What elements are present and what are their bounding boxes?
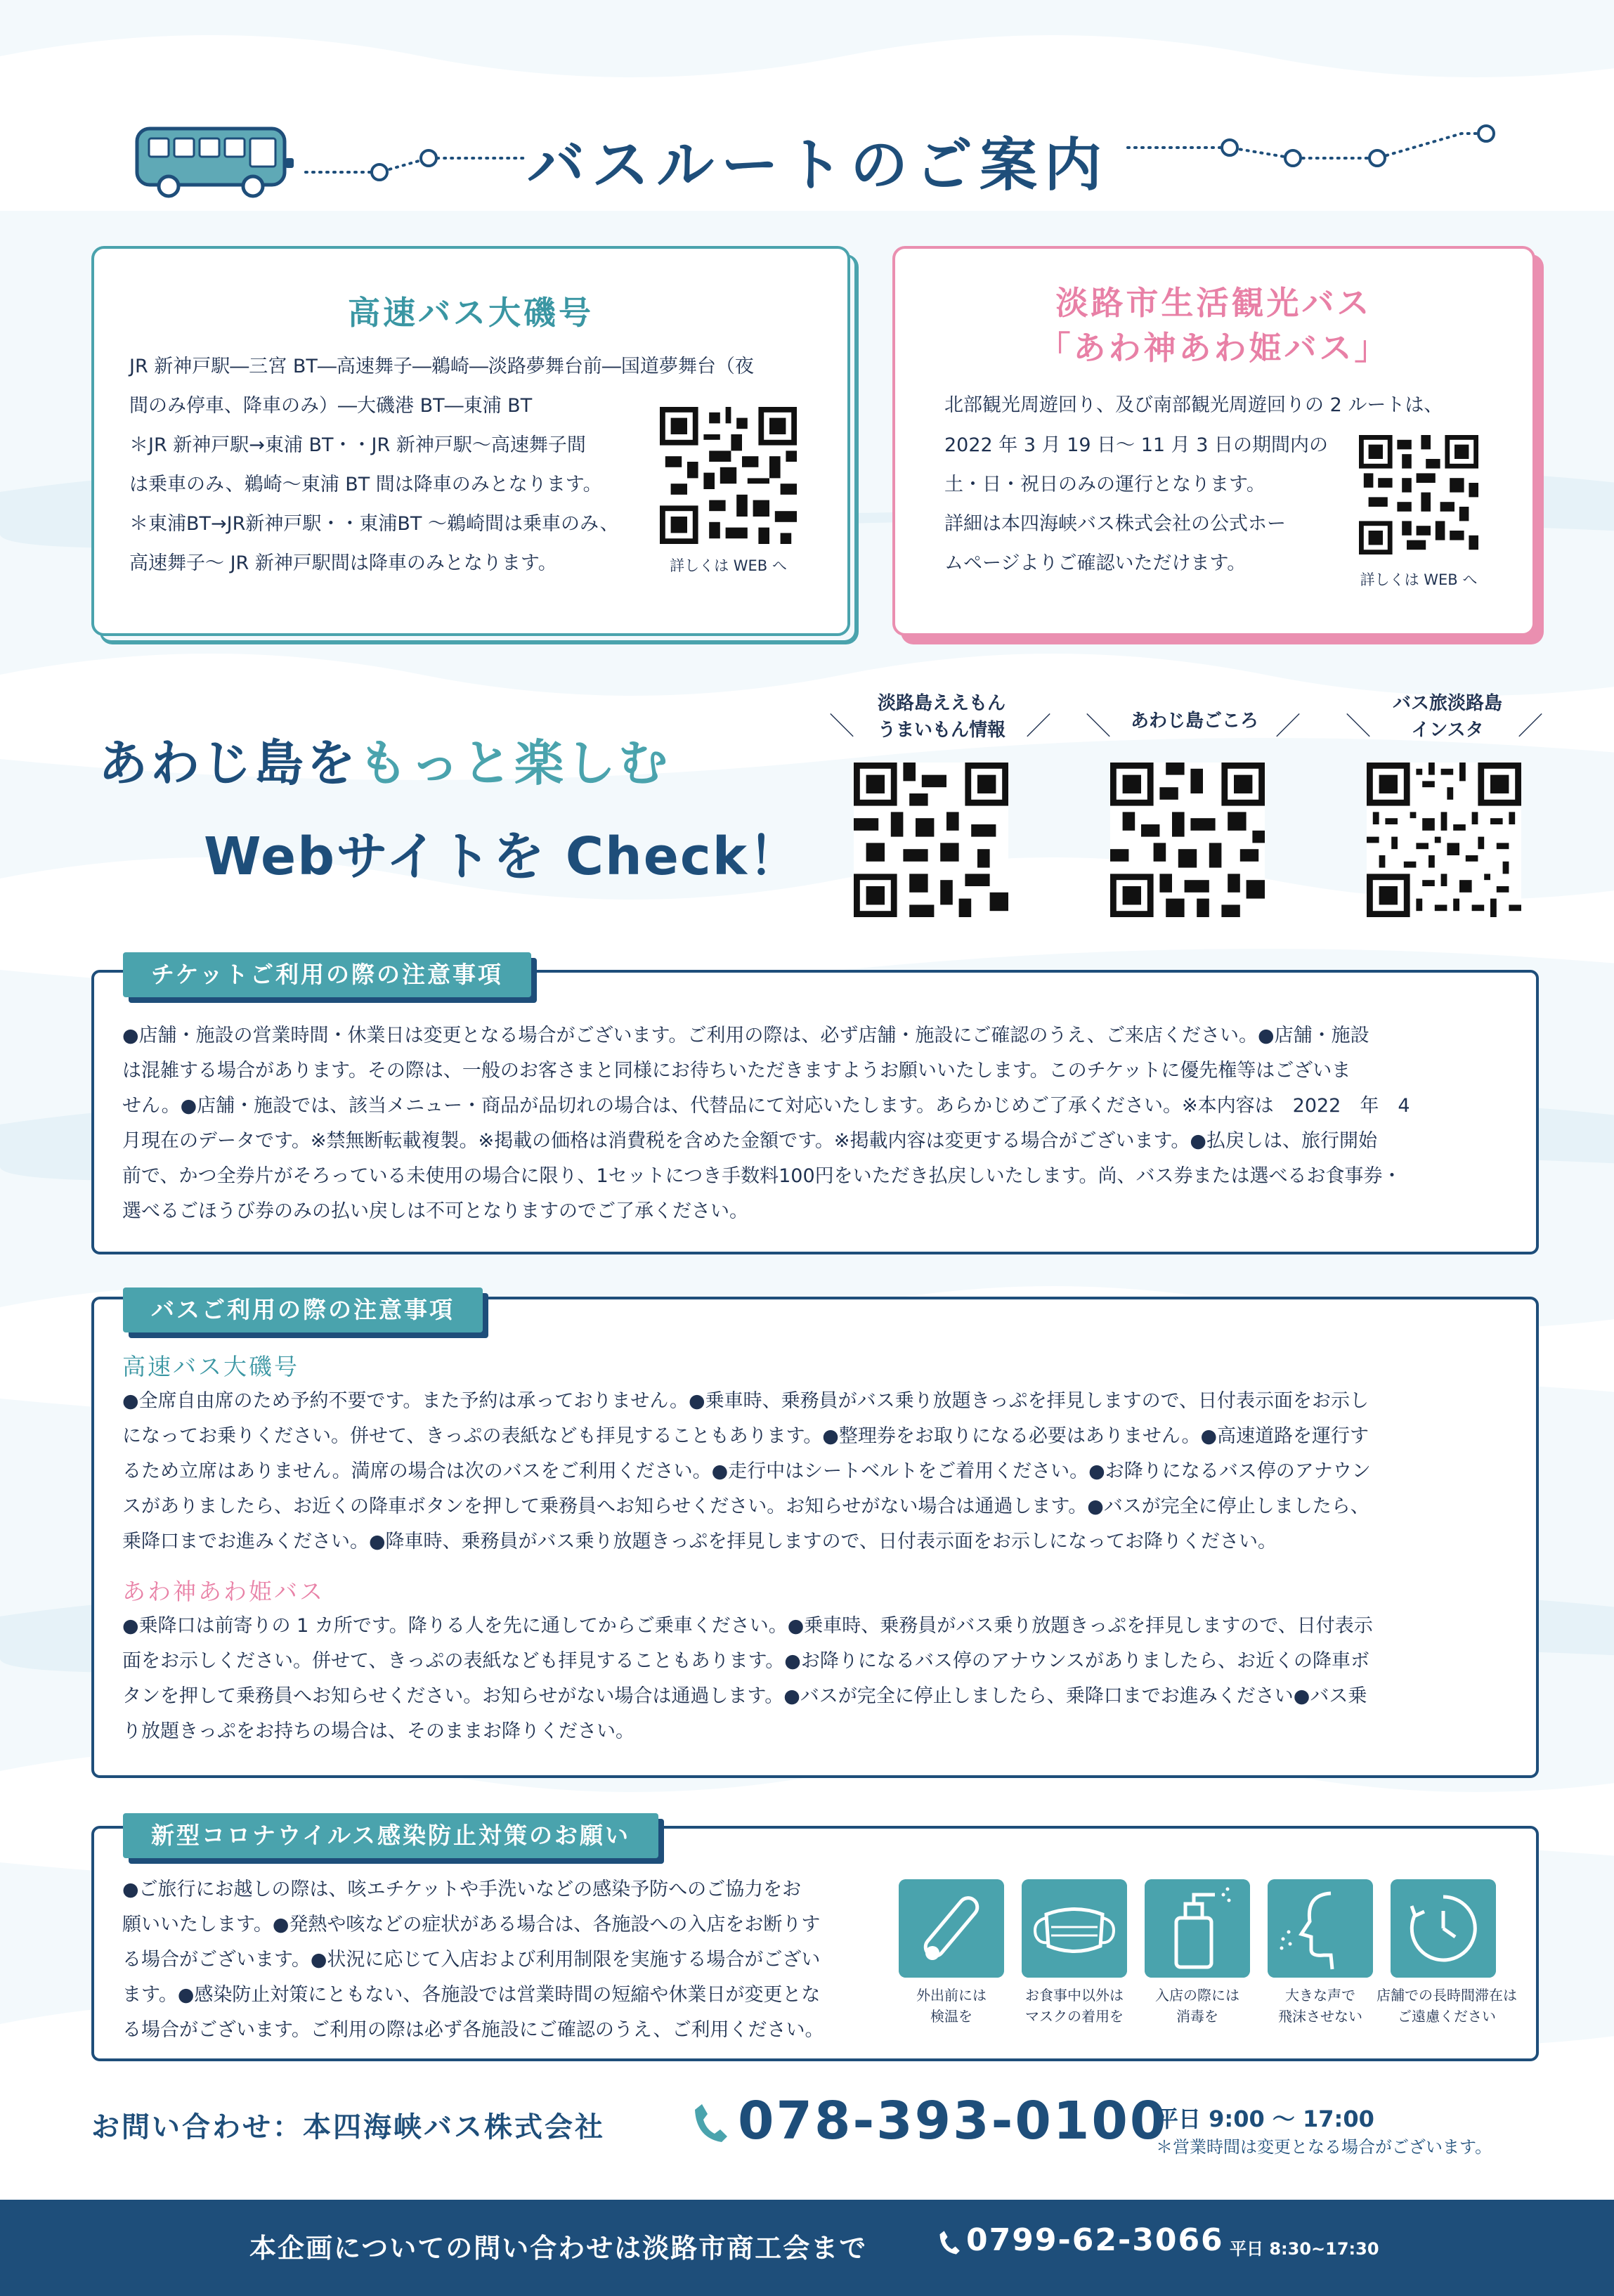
notice-line: スがありましたら、お近くの降車ボタンを押して乗務員へお知らせください。お知らせがない場合は通過します。●バスが完全に停止しましたら、	[122, 1496, 1369, 1517]
covid-notice-tab: 新型コロナウイルス感染防止対策のお願い	[123, 1813, 658, 1858]
covid-notice-box	[91, 1826, 1539, 2061]
thermometer-icon	[899, 1879, 1004, 1978]
clock-icon	[1391, 1879, 1496, 1978]
qr-code-instagram[interactable]	[1367, 763, 1521, 917]
bus-icon	[134, 123, 302, 200]
bus-notice-tab: バスご利用の際の注意事項	[123, 1288, 483, 1332]
notice-line: ●ご旅行にお越しの際は、咳エチケットや手洗いなどの感染予防へのご協力をお	[122, 1879, 802, 1900]
notice-line: ●店舗・施設の営業時間・休業日は変更となる場合がございます。ご利用の際は、必ず店舗・施設にご確認のうえ、ご来店ください。●店舗・施設	[122, 1025, 1369, 1046]
notice-line: 選べるごほうび券のみの払い戻しは不可となりますのでご了承ください。	[122, 1200, 748, 1222]
qr-code[interactable]	[660, 407, 797, 544]
qr-caption: 詳しくは WEB へ	[1360, 571, 1478, 588]
label-slash: ＼	[1346, 712, 1372, 741]
site-label: あわじ島ごころ	[1130, 711, 1258, 732]
icon-caption: 外出前には 検温を	[916, 1987, 987, 2025]
footer-text: 本企画についての問い合わせは淡路市商工会まで	[249, 2233, 868, 2264]
phone-icon	[938, 2228, 961, 2257]
route-box-title: 高速バス大磯号	[348, 294, 594, 332]
route-line-left	[302, 137, 534, 186]
route-box-express	[91, 246, 850, 636]
route-line: は乗車のみ、鵜崎～東浦 BT 間は降車のみとなります。	[129, 474, 602, 495]
route-line: ＊JR 新神戸駅→東浦 BT・・JR 新神戸駅～高速舞子間	[129, 434, 586, 456]
notice-line: ●全席自由席のため予約不要です。また予約は承っておりません。●乗車時、乗務員がバス乗り放題きっぷを拝見しますので、日付表示面をお示し	[122, 1390, 1369, 1412]
icon-caption: 入店の際には 消毒を	[1155, 1987, 1239, 2025]
contact-label: お問い合わせ：本四海峡バス株式会社	[91, 2111, 605, 2143]
site-label: バス旅淡路島 インスタ	[1392, 693, 1502, 741]
notice-line: る場合がございます。ご利用の際は必ず各施設にご確認のうえ、ご利用ください。	[122, 2019, 824, 2041]
route-box-subtitle: 「あわ神あわ姫バス」	[1038, 329, 1390, 367]
route-line: 北部観光周遊回り、及び南部観光周遊回りの 2 ルートは、	[944, 394, 1443, 416]
web-section-subtitle: Webサイトを Check！	[204, 826, 802, 887]
notice-line: る場合がございます。●状況に応じて入店および利用制限を実施する場合がござい	[122, 1949, 821, 1971]
icon-caption: 店舗での長時間滞在は ご遠慮ください	[1377, 1987, 1517, 2025]
route-line: 高速舞子～ JR 新神戸駅間は降車のみとなります。	[129, 552, 557, 574]
notice-line: ●乗降口は前寄りの 1 カ所です。降りる人を先に通してからご乗車ください。●乗車時、乗務員がバス乗り放題きっぷを拝見しますので、日付表示	[122, 1615, 1373, 1637]
notice-line: 願いいたします。●発熱や咳などの症状がある場合は、各施設への入店をお断りす	[122, 1914, 821, 1935]
route-line: ＊東浦BT→JR新神戸駅・・東浦BT ～鵜崎間は乗車のみ、	[129, 513, 619, 535]
qr-caption: 詳しくは WEB へ	[670, 557, 787, 574]
notice-line: は混雑する場合があります。その際は、一般のお客さまと同様にお待ちいただきますようお願いいたします。このチケットに優先権等はございま	[122, 1060, 1351, 1082]
notice-line: 前で、かつ全券片がそろっている未使用の場合に限り、1セットにつき手数料100円をいただき払戻しいたします。尚、バス券または選べるお食事券・	[122, 1165, 1402, 1187]
phone-icon	[692, 2101, 729, 2145]
notice-line: タンを押して乗務員へお知らせください。お知らせがない場合は通過します。●バスが完全に停止しましたら、乗降口までお進みください●バス乗	[122, 1685, 1367, 1707]
contact-phone[interactable]: 078-393-0100	[738, 2091, 1169, 2151]
mask-icon	[1022, 1879, 1127, 1978]
route-line: 詳細は本四海峡バス株式会社の公式ホー	[944, 513, 1286, 535]
qr-code[interactable]	[1359, 435, 1478, 554]
notice-line: 乗降口までお進みください。●降車時、乗務員がバス乗り放題きっぷを拝見しますので、日付表示面をお示しになってお降りください。	[122, 1531, 1277, 1552]
notice-line: 面をお示しください。併せて、きっぷの表紙なども拝見することもあります。●お降りになるバス停のアナウンスがありましたら、お近くの降車ボ	[122, 1650, 1370, 1672]
notice-line: るため立席はありません。満席の場合は次のバスをご利用ください。●走行中はシートベルトをご着用ください。●お降りになるバス停のアナウン	[122, 1460, 1371, 1482]
page-title: バスルートのご案内	[527, 132, 1109, 199]
web-section-title: あわじ島をもっと楽しむ	[98, 734, 670, 792]
route-line: ムページよりご確認いただけます。	[944, 552, 1247, 574]
route-line: 間のみ停車、降車のみ）―大磯港 BT―東浦 BT	[129, 395, 533, 417]
label-slash: ＼	[829, 712, 855, 741]
icon-caption: 大きな声で 飛沫させない	[1278, 1987, 1362, 2025]
bus-notice-subheading: 高速バス大磯号	[122, 1353, 299, 1380]
notice-line: ます。●感染防止対策にともない、各施設では営業時間の短縮や休業日が変更とな	[122, 1984, 821, 2006]
route-line-right	[1124, 119, 1504, 176]
route-box-awaji	[892, 246, 1535, 636]
ticket-notice-tab: チケットご利用の際の注意事項	[123, 952, 531, 997]
notice-line: 月現在のデータです。※禁無断転載複製。※掲載の価格は消費税を含めた金額です。※掲載内容は変更する場合がございます。●払戻しは、旅行開始	[122, 1130, 1377, 1152]
sanitizer-icon	[1145, 1879, 1250, 1978]
route-box-title: 淡路市生活観光バス	[1055, 284, 1372, 322]
label-slash: ／	[1026, 712, 1052, 741]
route-line: 2022 年 3 月 19 日～ 11 月 3 日の期間内の	[944, 434, 1329, 456]
notice-line: り放題きっぷをお持ちの場合は、そのままお降りください。	[122, 1720, 634, 1742]
route-line: 土・日・祝日のみの運行となります。	[944, 474, 1265, 495]
footer-phone[interactable]: 0799-62-3066	[966, 2222, 1224, 2258]
label-slash: ＼	[1086, 712, 1112, 741]
qr-code-awajigokoro[interactable]	[1110, 763, 1265, 917]
label-slash: ／	[1518, 712, 1544, 741]
contact-hours-note: ＊営業時間は変更となる場合がございます。	[1156, 2137, 1492, 2157]
label-slash: ／	[1275, 712, 1301, 741]
qr-code-ehemon[interactable]	[854, 763, 1008, 917]
voice-icon	[1268, 1879, 1373, 1978]
icon-caption: お食事中以外は マスクの着用を	[1025, 1987, 1124, 2025]
footer-hours: 平日 8:30~17:30	[1230, 2239, 1379, 2259]
bus-notice-subheading: あわ神あわ姫バス	[122, 1578, 325, 1605]
route-line: JR 新神戸駅―三宮 BT―高速舞子―鵜崎―淡路夢舞台前―国道夢舞台（夜	[129, 356, 754, 377]
notice-line: せん。●店舗・施設では、該当メニュー・商品が品切れの場合は、代替品にて対応いたします。あらかじめご了承ください。※本内容は 2022 年 4	[122, 1095, 1410, 1117]
notice-line: になってお乗りください。併せて、きっぷの表紙なども拝見することもあります。●整理券をお取りになる必要はありません。●高速道路を運行す	[122, 1425, 1369, 1447]
bus-notice-box	[91, 1297, 1539, 1778]
ticket-notice-box	[91, 970, 1539, 1254]
contact-hours: 平日 9:00 ～ 17:00	[1156, 2106, 1374, 2132]
web-section-title-highlight: もっと楽しむ	[358, 734, 670, 792]
site-label: 淡路島ええもん うまいもん情報	[877, 693, 1006, 741]
